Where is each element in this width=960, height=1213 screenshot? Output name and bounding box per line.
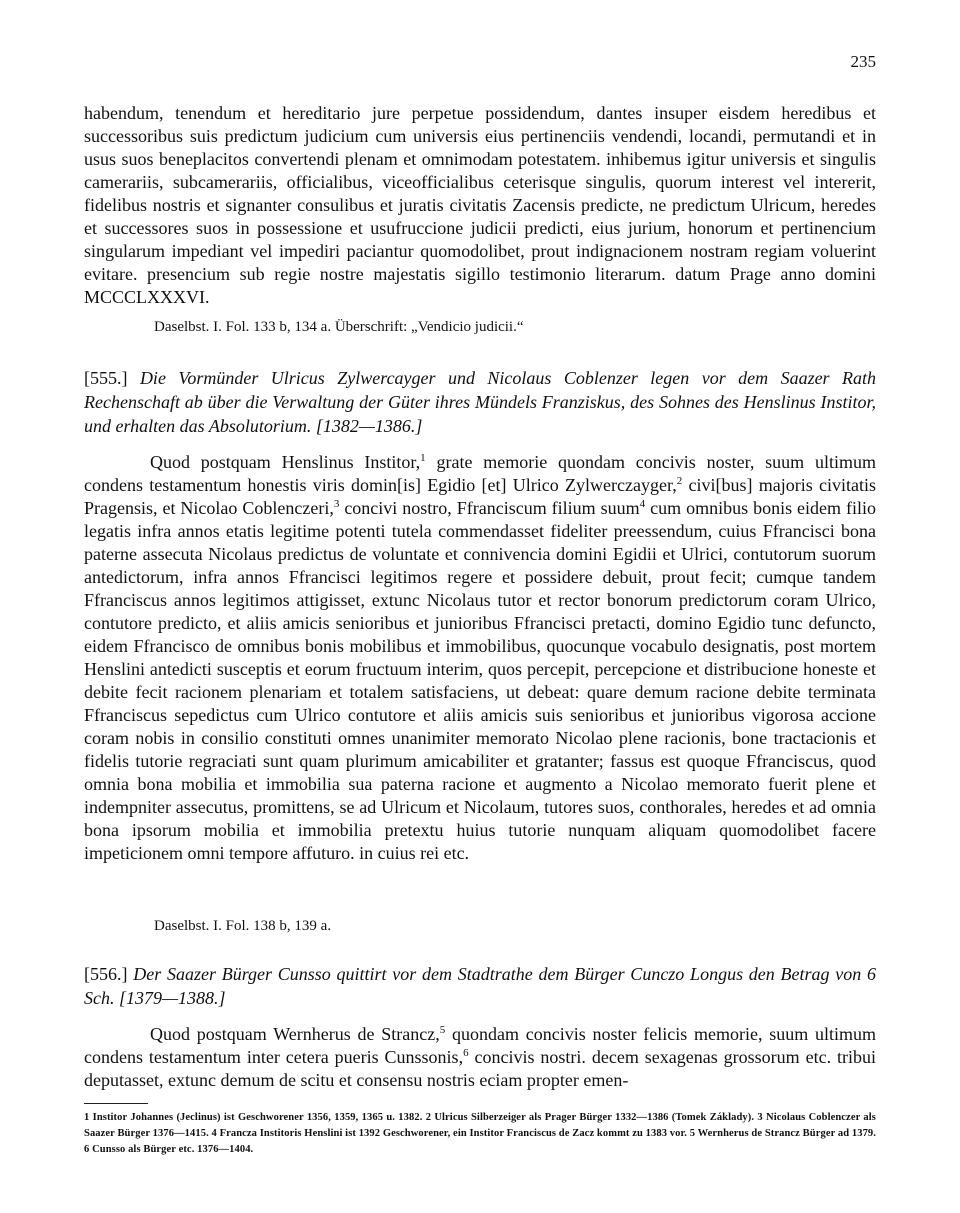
charter-text-continuation: habendum, tenendum et hereditario jure perpetue possidendum, dantes insuper eisdem heredibus et successoribus suis predictum judicium cum universis eius pertinenciis vendendi, locandi, permutandi et in usus suos beneplacitos convertendi plenam et omnimodam potestatem. inhibemus igitur universis et singulis camerariis, subcamerariis, officialibus, viceofficialibus ceterisque singulis, quorum interest vel intererit, fidelibus nostris et signanter consulibus et juratis civitatis Zacensis predicte, ne predictum Ulricum, heredes et successores suos in possessione et usufruccione judicii predicti, eius jurium, honorum et pertinencium singularum impediant vel impediri paciantur quomodolibet, prout indignacionem nostram regiam voluerint evitare. presencium sub regie nostre majestatis sigillo testimonio literarum. datum Prage anno domini MCCCLXXXVI. xyxy=(84,103,876,307)
heading-556 xyxy=(84,962,876,1010)
source-note-555: Daselbst. I. Fol. 138 b, 139 a. xyxy=(154,918,332,934)
heading-555-text: Die Vormünder Ulricus Zylwercayger und Nicolaus Coblenzer legen vor dem Saazer Rath Rechenschaft ab über die Verwaltung der Güter ihres Mündels Franziskus, des Sohnes des Henslinus Institor, und erhalten das Absolutorium. xyxy=(84,368,876,436)
footnotes: 1 Institor Johannes (Jeclinus) ist Geschworener 1356, 1359, 1365 u. 1382. 2 Ulricus Silberzeiger als Prager Bürger 1332—1386 (Tomek Základy). 3 Nicolaus Coblenczer als Saazer Bürger 1376—1415. 4 Francza Institoris Henslini ist 1392 Geschworener, ein Institor Franciscus de Zacz kommt zu 1383 vor. 5 Wernherus de Strancz Bürger ad 1379. 6 Cunsso als Bürger etc. 1376—1404. xyxy=(84,1112,877,1155)
text-555-c: civi[bus] majoris civitatis Pragensis, et Nicolao Coblenczeri, xyxy=(84,475,876,518)
document-556-text xyxy=(84,1023,876,1092)
text-555-a: Quod postquam Henslinus Institor, xyxy=(150,452,421,472)
text-556-c: concivis nostri. decem sexagenas grossorum etc. tribui deputasset, extunc demum de scitu et consensu nostris eciam propter emen- xyxy=(84,1047,876,1090)
text-556-b: quondam concivis noster felicis memorie, suum ultimum condens testamentum inter cetera pueris Cunssonis, xyxy=(84,1024,876,1067)
footnote-ref-4: 4 xyxy=(639,498,646,510)
heading-555 xyxy=(84,366,876,438)
heading-556-text: Der Saazer Bürger Cunsso quittirt vor dem Stadtrathe dem Bürger Cunczo Longus den Betrag von 6 Sch. xyxy=(84,964,877,1008)
text-555-e: cum omnibus bonis eidem filio legatis infra annos etatis legitime potenti tutela commendasset fideliter preessendum, cuius Ffrancisci bona paterne assecuta Nicolaus predictus de voluntate et connivencia domini Egidii et Ulrici, contutorum suorum antedictorum, infra annos Ffrancisci legitimos regere et possidere debuit, prout fecit; cumque tandem Ffranciscus annos legitimos attigisset, extunc Nicolaus tutor et rector bonorum predictorum coram Ulrico, contutore predicto, et aliis amicis senioribus et junioribus Ffrancisci pretacti, domino Egidio tunc defuncto, eidem Ffrancisco de omnibus bonis mobilibus et immobilibus, quocunque vocabulo designatis, post mortem Henslini antedicti susceptis et eorum fructuum interim, quos percepit, percepcione et distribucione honeste et debite fecit racionem plenariam et totalem satisfaciens, ut debeat: quare demum racione debite terminata Ffranciscus sepedictus cum Ulrico contutore et aliis amicis suis senioribus et junioribus vigorosa accione coram nobis in consilio constituti omnes unanimiter memorato Nicolao plene racionis, bone tractacionis et fidelis tutorie regraciati sunt quam plurimum amicabiliter et gratanter; fassus est quoque Ffranciscus, quod omnia bona mobilia et immobilia sua paterna racione et augmento a Nicolao memorato fuerit plene et indempniter assecutus, promittens, se ad Ulricum et Nicolaum, tutores suos, conthorales, heredes et ad omnia bona ipsorum mobilia et immobilia pretextu huius tutorie nunquam aliquam quomodolibet facere impeticionem omni tempore affuturo. in cuius rei etc. xyxy=(84,498,876,863)
doc-number-556: [556.] xyxy=(84,964,128,984)
footnote-ref-2: 2 xyxy=(676,475,683,487)
footnote-ref-5: 5 xyxy=(439,1024,446,1036)
footnote-ref-1: 1 xyxy=(420,452,426,464)
footnote-ref-6: 6 xyxy=(463,1047,469,1059)
text-555-d: concivi nostro, Ffranciscum filium suum xyxy=(339,498,640,518)
heading-555-date: [1382—1386.] xyxy=(315,416,423,436)
footnote-divider xyxy=(84,1103,148,1104)
document-555-text xyxy=(84,451,876,865)
page-number: 235 xyxy=(850,52,876,71)
heading-556-date: [1379—1388.] xyxy=(119,988,226,1008)
source-note-1: Daselbst. I. Fol. 133 b, 134 a. Überschrift: „Vendicio judicii.“ xyxy=(154,319,524,335)
text-556-a: Quod postquam Wernherus de Strancz, xyxy=(150,1024,440,1044)
doc-number-555: [555.] xyxy=(84,368,128,388)
text-555-b: grate memorie quondam concivis noster, suum ultimum condens testamentum honestis viris domin[is] Egidio [et] Ulrico Zylwerczayger, xyxy=(84,452,876,495)
footnote-ref-3: 3 xyxy=(333,498,340,510)
